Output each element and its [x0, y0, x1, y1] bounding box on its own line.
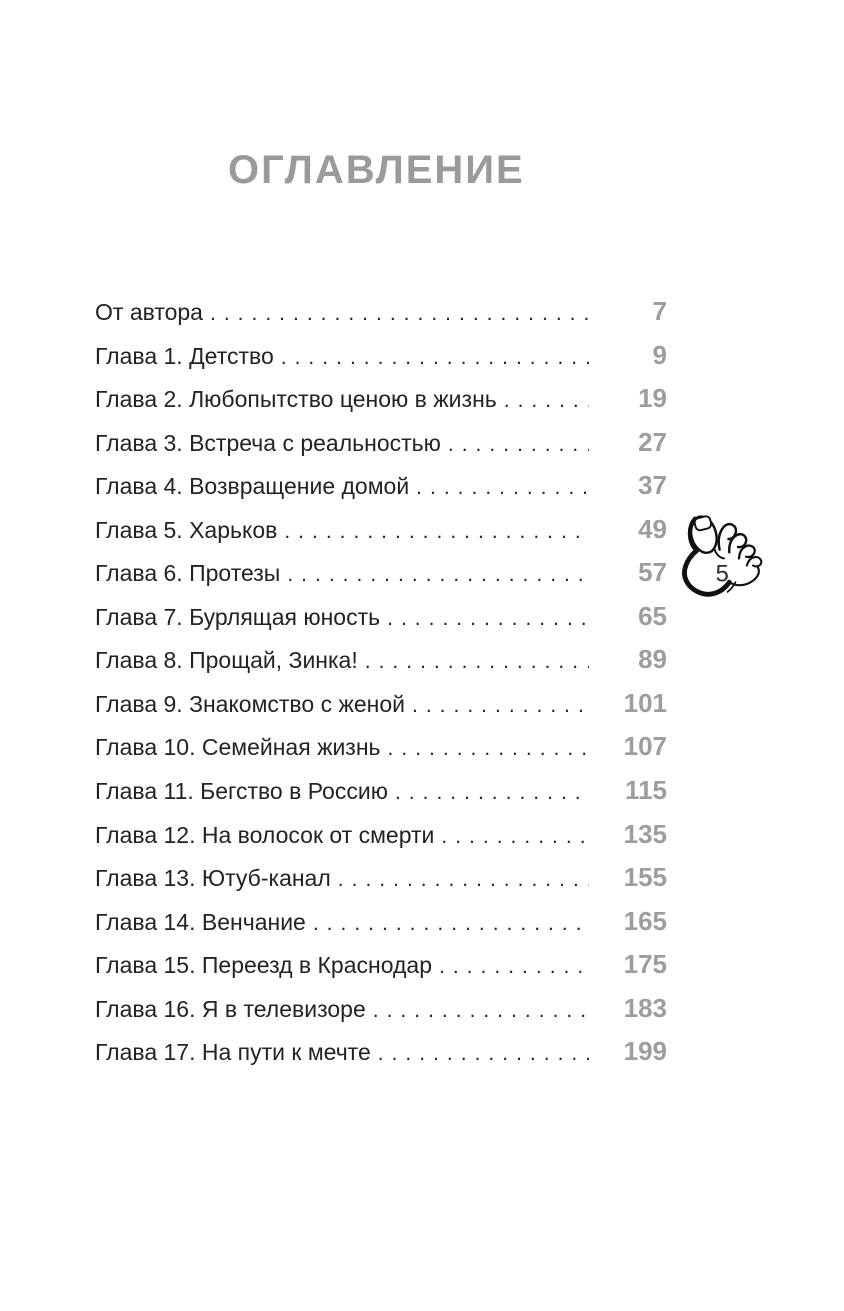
toc-dot-leader: [395, 771, 589, 815]
toc-row: [95, 856, 667, 900]
toc-row: [95, 508, 667, 552]
toc-dot-leader: [287, 553, 589, 597]
toc-page-number: 135: [623, 818, 667, 849]
toc-row: [95, 769, 667, 813]
toc-entry-title: Глава 7. Бурлящая юность: [95, 603, 381, 630]
toc-page-number: 175: [623, 949, 667, 980]
toc-dot-leader: [338, 858, 589, 902]
toc-row: [95, 725, 667, 769]
toc-page-number: 165: [623, 905, 667, 936]
toc-page-number: 183: [623, 992, 667, 1023]
toc-dot-leader: [441, 815, 589, 859]
toc-page-number: 89: [638, 644, 667, 675]
toc-dot-leader: [439, 945, 589, 989]
toc-page-number: 199: [623, 1036, 667, 1067]
toc-dot-leader: [373, 989, 589, 1033]
toc-entry-title: Глава 12. На волосок от смерти: [95, 821, 435, 848]
toc-dot-leader: [412, 684, 589, 728]
foot-page-number-label: 5: [715, 560, 729, 588]
toc-entry-title: Глава 16. Я в телевизоре: [95, 995, 366, 1022]
toc-row: [95, 813, 667, 857]
toc-row: [95, 334, 667, 378]
toc-dot-leader: [387, 597, 589, 641]
toc-entry-title: Глава 1. Детство: [95, 342, 274, 369]
toc-page-number: 9: [652, 339, 667, 370]
toc-row: [95, 682, 667, 726]
toc-page-number: 7: [652, 296, 667, 326]
toc-entry-title: Глава 10. Семейная жизнь: [95, 734, 381, 761]
toc-entry-title: Глава 9. Знакомство с женой: [95, 690, 405, 717]
toc-dot-leader: [210, 292, 589, 336]
toc-row: [95, 987, 667, 1031]
toc-page-number: 115: [625, 775, 667, 806]
toc-entry-title: Глава 13. Ютуб-канал: [95, 865, 331, 892]
toc-entry-title: Глава 11. Бегство в Россию: [95, 778, 388, 805]
toc-row: [95, 595, 667, 639]
toc-row: [95, 464, 667, 508]
toc-dot-leader: [378, 1032, 589, 1076]
toc-dot-leader: [504, 379, 589, 423]
toc-row: [95, 1030, 667, 1074]
toc-entry-title: Глава 6. Протезы: [95, 560, 281, 587]
toc-dot-leader: [313, 902, 589, 946]
toc-entry-title: Глава 4. Возвращение домой: [95, 473, 410, 500]
foot-doodle-icon: [680, 507, 768, 602]
toc-entry-title: Глава 17. На пути к мечте: [95, 1039, 371, 1066]
toc-page-number: 19: [638, 383, 667, 414]
toc-page-number: 65: [638, 600, 667, 631]
toc-page-number: 27: [638, 426, 667, 457]
toc-entry-title: От автора: [95, 299, 203, 325]
toc-row: [95, 943, 667, 987]
toc-page-number: 101: [623, 687, 667, 718]
toc-entry-title: Глава 5. Харьков: [95, 516, 278, 543]
toc-entry-title: Глава 3. Встреча с реальностью: [95, 429, 441, 456]
toc-dot-leader: [388, 727, 589, 771]
toc-dot-leader: [448, 423, 589, 467]
page-title: ОГЛАВЛЕНИЕ: [228, 148, 525, 192]
toc-page-number: 37: [638, 470, 667, 501]
toc-row: [95, 900, 667, 944]
toc-row: [95, 638, 667, 682]
toc-row: [95, 421, 667, 465]
toc-row: [95, 290, 667, 334]
toc-page-number: 49: [638, 513, 667, 544]
toc-row: [95, 551, 667, 595]
toc-row: [95, 377, 667, 421]
toc-page-number: 155: [623, 862, 667, 893]
toc-list: [95, 290, 667, 1074]
toc-entry-title: Глава 8. Прощай, Зинка!: [95, 647, 358, 674]
toc-entry-title: Глава 14. Венчание: [95, 908, 306, 935]
toc-dot-leader: [365, 640, 589, 684]
toc-entry-title: Глава 15. Переезд в Краснодар: [95, 952, 433, 979]
toc-dot-leader: [284, 510, 589, 554]
toc-page-number: 107: [623, 731, 667, 762]
toc-page-number: 57: [638, 557, 667, 588]
toc-dot-leader: [281, 336, 589, 380]
toc-entry-title: Глава 2. Любопытство ценою в жизнь: [95, 386, 497, 413]
toc-dot-leader: [416, 466, 589, 510]
